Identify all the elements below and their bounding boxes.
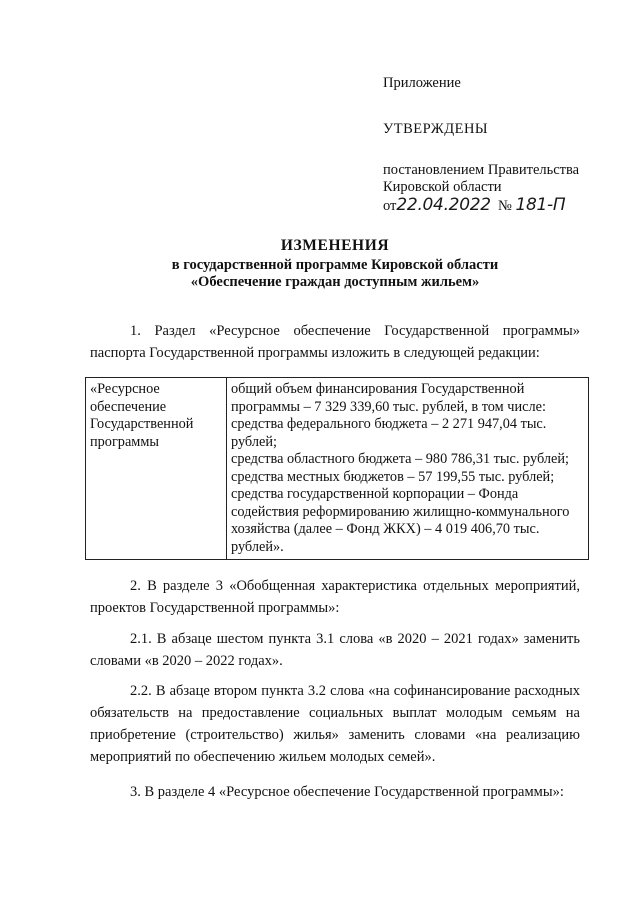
paragraph-2-2: 2.2. В абзаце втором пункта 3.2 слова «на софинансирование расходных обязательств на предоставление социальных выплат молодым семьям на приобретение (строительство) жилья» заменить словами «на реализацию мероприятий по обеспечению жильем молодых семей».	[90, 683, 580, 765]
resolution-text	[383, 162, 603, 196]
housing-fund-line: средства государственной корпорации – Фонда содействия реформированию жилищно-коммунального хозяйства (далее – Фонд ЖКХ) – 4 019 406,70 тыс. рублей».	[231, 486, 570, 555]
number-prefix: №	[498, 198, 512, 214]
approval-block	[383, 74, 603, 215]
handwritten-number: 181-П	[515, 195, 566, 215]
local-budget-line: средства местных бюджетов – 57 199,55 тыс. рублей;	[231, 468, 555, 485]
approved-label: УТВЕРЖДЕНЫ	[383, 121, 489, 137]
title-subline2: «Обеспечение граждан доступным жильем»	[190, 274, 480, 290]
date-number-line	[383, 196, 603, 215]
regional-budget-line: средства областного бюджета – 980 786,31 тыс. рублей;	[231, 451, 569, 467]
resource-table-label-cell: «Ресурсное обеспечение Государственной программы	[86, 378, 227, 560]
date-prefix: от	[383, 198, 397, 214]
resource-table	[85, 377, 589, 560]
resolution-line2: Кировской области	[383, 179, 502, 195]
federal-budget-line: средства федерального бюджета – 2 271 947,04 тыс. рублей;	[231, 416, 547, 450]
paragraph-2: 2. В разделе 3 «Обобщенная характеристика отдельных мероприятий, проектов Государственной программы»:	[90, 578, 580, 616]
paragraph-1	[90, 320, 580, 364]
resource-table-value-cell	[227, 378, 589, 560]
paragraph-2-1: 2.1. В абзаце шестом пункта 3.1 слова «в 2020 – 2021 годах» заменить словами «в 2020 – 2022 годах».	[90, 631, 580, 669]
title-heading: ИЗМЕНЕНИЯ	[280, 237, 390, 254]
handwritten-date: 22.04.2022	[396, 195, 491, 215]
paragraph-1-line1: 1. Раздел «Ресурсное обеспечение Государственной программы»	[130, 323, 580, 339]
paragraph-1-line2: паспорта Государственной программы изложить в следующей редакции:	[90, 345, 540, 361]
total-funding-line: общий объем финансирования Государственной программы – 7 329 339,60 тыс. рублей, в том числе:	[231, 381, 546, 415]
title-subline1: в государственной программе Кировской области	[171, 257, 499, 273]
appendix-label: Приложение	[383, 75, 461, 91]
resolution-line1: постановлением Правительства	[383, 162, 580, 178]
paragraph-3: 3. В разделе 4 «Ресурсное обеспечение Государственной программы»:	[130, 784, 564, 800]
document-title	[90, 237, 580, 291]
